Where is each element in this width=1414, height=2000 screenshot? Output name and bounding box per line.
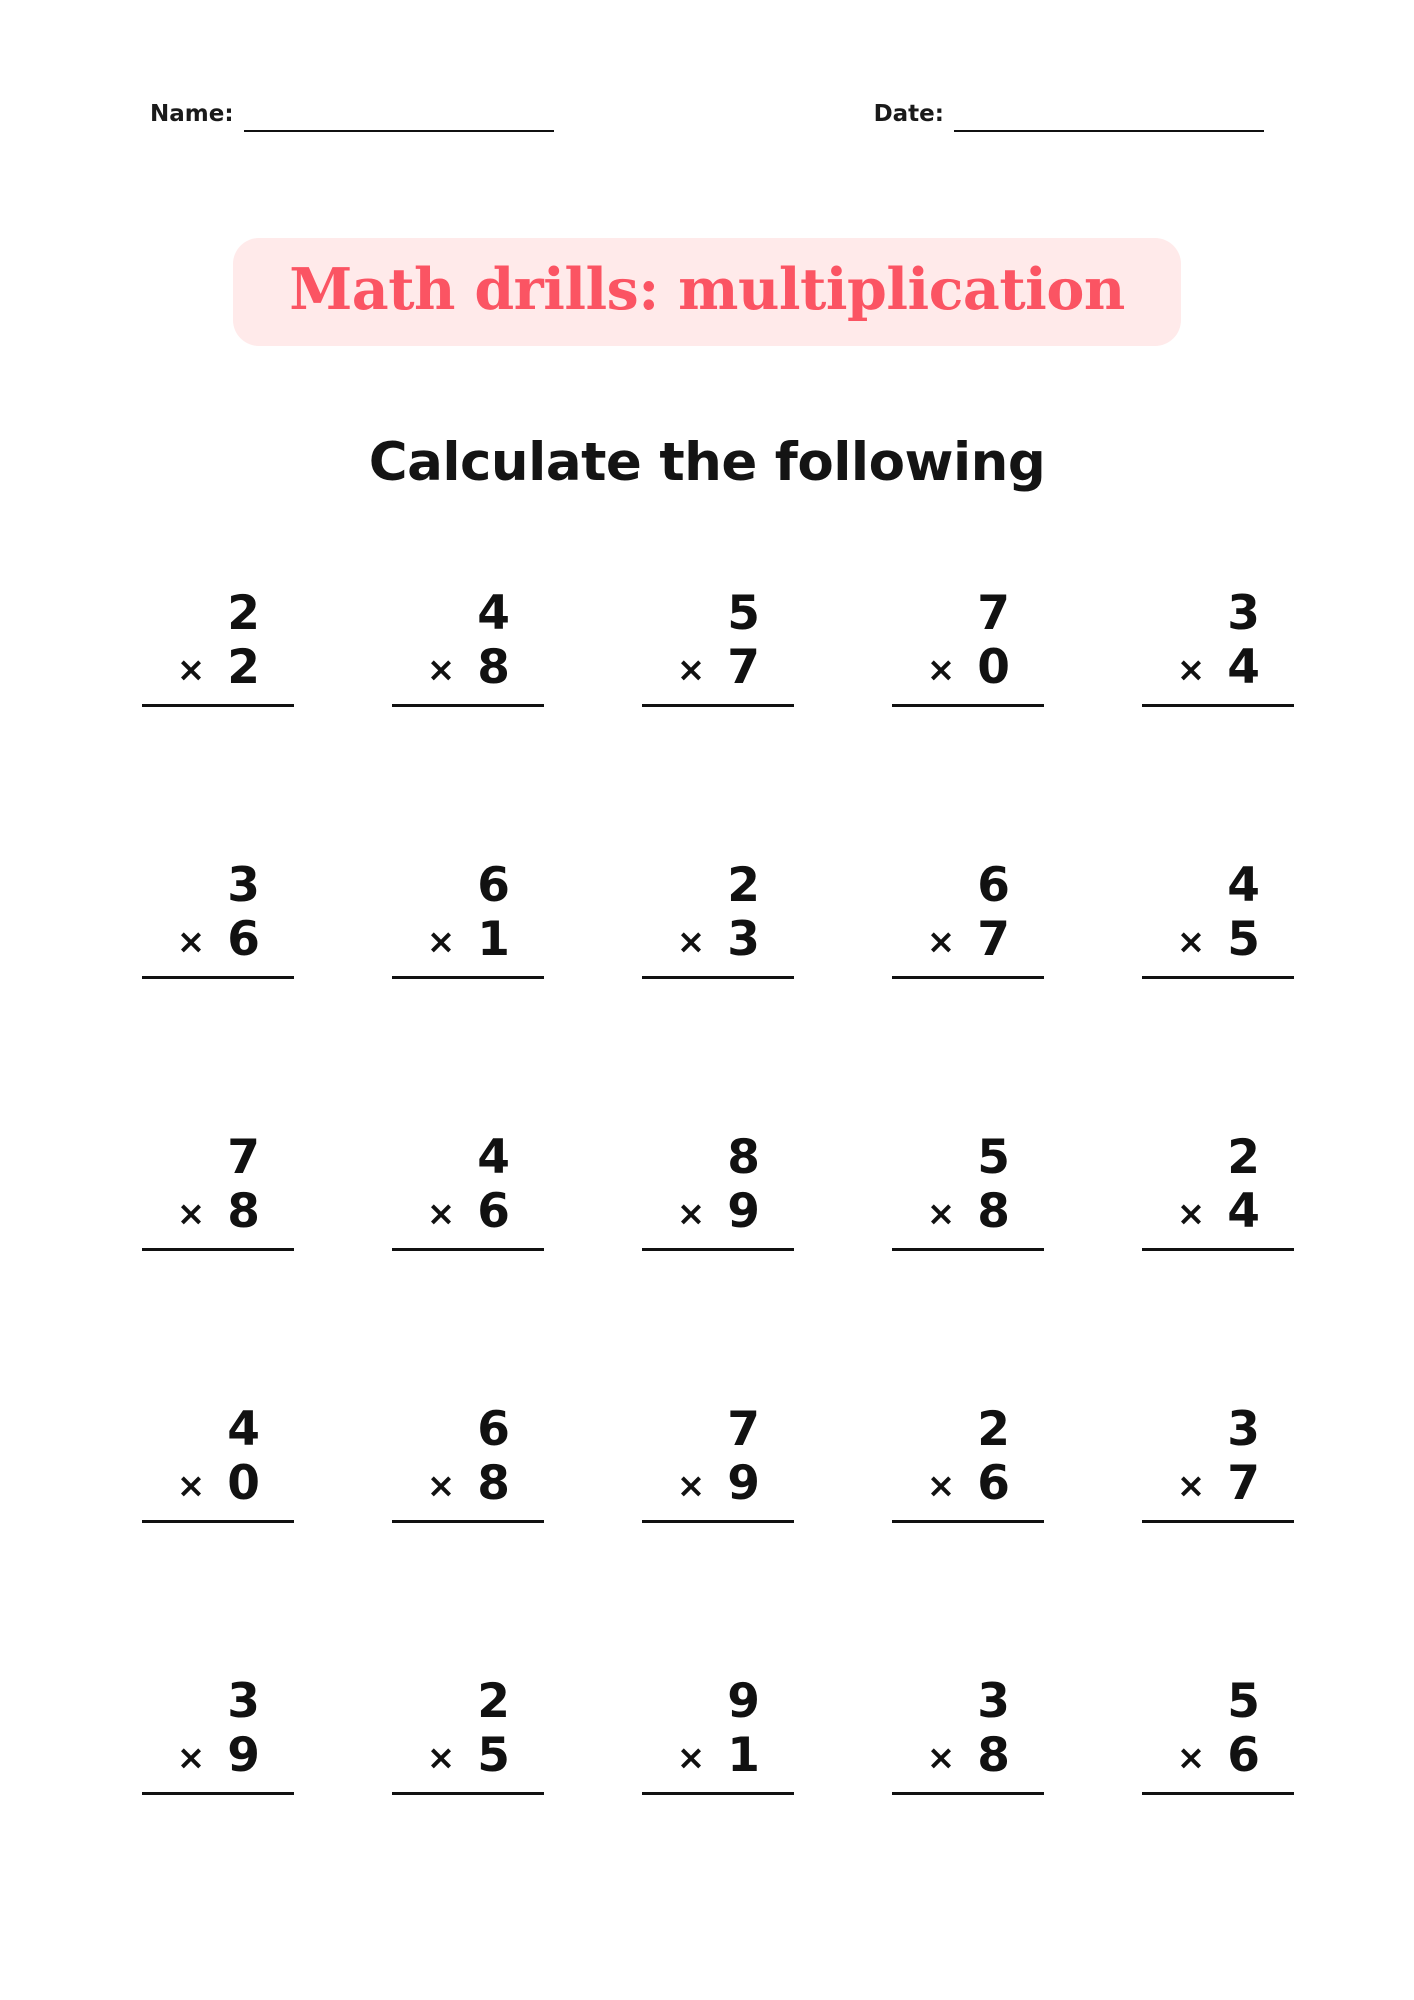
- answer-line[interactable]: [1142, 976, 1294, 979]
- multiply-operator-icon: ×: [176, 1738, 206, 1779]
- multiplication-problem: [612, 570, 802, 842]
- problem-multiplier: 8: [227, 1184, 260, 1240]
- problem-multiplicand-row: [612, 856, 802, 916]
- problem-multiplicand-row: [112, 584, 302, 644]
- problem-multiplicand: 2: [977, 1402, 1010, 1457]
- multiply-operator-icon: ×: [676, 1194, 706, 1235]
- problem-multiplier-row: [612, 910, 802, 970]
- name-field-group: [150, 100, 554, 132]
- multiplication-problem: [362, 1114, 552, 1386]
- problem-multiplicand-row: [362, 856, 552, 916]
- problem-multiplier-row: [1112, 638, 1302, 698]
- multiplication-problem: [112, 842, 302, 1114]
- multiply-operator-icon: ×: [926, 922, 956, 963]
- problem-multiplicand-row: [862, 1672, 1052, 1732]
- answer-line[interactable]: [642, 1792, 794, 1795]
- answer-line[interactable]: [142, 976, 294, 979]
- multiply-operator-icon: ×: [926, 1466, 956, 1507]
- problem-multiplier-row: [362, 1182, 552, 1242]
- problem-multiplier-row: [1112, 1726, 1302, 1786]
- multiplication-problem: [1112, 842, 1302, 1114]
- problem-multiplicand: 4: [1227, 858, 1260, 913]
- date-label: Date:: [873, 101, 944, 127]
- instruction-text: Calculate the following: [368, 432, 1046, 493]
- problem-multiplier: 9: [227, 1728, 260, 1784]
- date-input-line[interactable]: [954, 100, 1264, 132]
- problem-multiplicand: 6: [477, 858, 510, 913]
- problem-multiplicand: 2: [727, 858, 760, 913]
- problem-multiplicand-row: [362, 1128, 552, 1188]
- problem-multiplier-row: [612, 1182, 802, 1242]
- problem-multiplier: 5: [477, 1728, 510, 1784]
- problem-multiplicand: 7: [227, 1130, 260, 1185]
- answer-line[interactable]: [1142, 1248, 1294, 1251]
- problem-multiplicand: 8: [727, 1130, 760, 1185]
- multiply-operator-icon: ×: [926, 650, 956, 691]
- answer-line[interactable]: [642, 976, 794, 979]
- problem-multiplicand: 5: [727, 586, 760, 641]
- problem-multiplicand: 3: [1227, 586, 1260, 641]
- problem-multiplicand: 3: [977, 1674, 1010, 1729]
- multiplication-problem: [112, 570, 302, 842]
- problem-multiplicand-row: [362, 584, 552, 644]
- problem-multiplier-row: [362, 1726, 552, 1786]
- problem-multiplier-row: [1112, 1454, 1302, 1514]
- problem-multiplier-row: [112, 1182, 302, 1242]
- problem-multiplier-row: [362, 638, 552, 698]
- problem-multiplier: 8: [477, 640, 510, 696]
- problem-multiplier-row: [362, 910, 552, 970]
- problem-multiplicand: 5: [1227, 1674, 1260, 1729]
- problem-multiplicand: 7: [727, 1402, 760, 1457]
- multiplication-problem: [362, 842, 552, 1114]
- multiplication-problem: [862, 1658, 1052, 1930]
- name-label: Name:: [150, 101, 234, 127]
- multiplication-problem: [862, 570, 1052, 842]
- student-info-row: [0, 100, 1414, 132]
- problem-multiplier: 1: [477, 912, 510, 968]
- problem-multiplier: 6: [1227, 1728, 1260, 1784]
- problem-multiplicand: 2: [477, 1674, 510, 1729]
- problem-multiplicand: 3: [227, 1674, 260, 1729]
- multiply-operator-icon: ×: [176, 650, 206, 691]
- problem-multiplicand: 2: [1227, 1130, 1260, 1185]
- problem-multiplier: 6: [227, 912, 260, 968]
- multiplication-problem: [362, 570, 552, 842]
- instruction-heading: [0, 432, 1414, 493]
- problem-multiplier-row: [862, 638, 1052, 698]
- problem-multiplier-row: [862, 1726, 1052, 1786]
- name-input-line[interactable]: [244, 100, 554, 132]
- problem-multiplier-row: [862, 1454, 1052, 1514]
- answer-line[interactable]: [892, 1248, 1044, 1251]
- problem-multiplier: 3: [727, 912, 760, 968]
- problem-multiplier: 7: [977, 912, 1010, 968]
- answer-line[interactable]: [1142, 1520, 1294, 1523]
- multiplication-problem: [862, 1386, 1052, 1658]
- multiply-operator-icon: ×: [1176, 922, 1206, 963]
- multiply-operator-icon: ×: [176, 922, 206, 963]
- answer-line[interactable]: [892, 1792, 1044, 1795]
- problem-multiplier: 8: [477, 1456, 510, 1512]
- problem-multiplicand-row: [1112, 856, 1302, 916]
- problem-multiplier-row: [112, 1726, 302, 1786]
- problem-multiplier: 0: [977, 640, 1010, 696]
- problem-multiplicand-row: [362, 1400, 552, 1460]
- problem-multiplier-row: [362, 1454, 552, 1514]
- answer-line[interactable]: [392, 1520, 544, 1523]
- problem-multiplier: 0: [227, 1456, 260, 1512]
- multiplication-problem: [612, 1386, 802, 1658]
- multiply-operator-icon: ×: [1176, 1738, 1206, 1779]
- multiplication-problem: [1112, 1114, 1302, 1386]
- answer-line[interactable]: [1142, 704, 1294, 707]
- date-field-group: [874, 100, 1264, 132]
- multiply-operator-icon: ×: [1176, 1194, 1206, 1235]
- answer-line[interactable]: [892, 976, 1044, 979]
- multiplication-problem: [862, 842, 1052, 1114]
- answer-line[interactable]: [642, 704, 794, 707]
- title-banner: [0, 238, 1414, 346]
- multiply-operator-icon: ×: [426, 650, 456, 691]
- answer-line[interactable]: [142, 704, 294, 707]
- problem-multiplicand-row: [112, 1672, 302, 1732]
- problem-multiplier: 7: [1227, 1456, 1260, 1512]
- problem-multiplier: 8: [977, 1728, 1010, 1784]
- multiply-operator-icon: ×: [676, 1466, 706, 1507]
- multiplication-problem: [1112, 570, 1302, 842]
- multiplication-problem: [612, 1114, 802, 1386]
- answer-line[interactable]: [392, 976, 544, 979]
- problem-multiplier-row: [1112, 910, 1302, 970]
- problem-multiplicand: 3: [1227, 1402, 1260, 1457]
- multiplication-problem: [862, 1114, 1052, 1386]
- multiply-operator-icon: ×: [676, 1738, 706, 1779]
- multiplication-problem: [112, 1658, 302, 1930]
- problem-multiplicand-row: [862, 1400, 1052, 1460]
- problem-multiplicand-row: [862, 584, 1052, 644]
- problem-multiplicand-row: [1112, 584, 1302, 644]
- problem-multiplier-row: [112, 638, 302, 698]
- problem-multiplicand: 7: [977, 586, 1010, 641]
- answer-line[interactable]: [642, 1248, 794, 1251]
- problem-multiplier: 4: [1227, 1184, 1260, 1240]
- multiplication-problem: [112, 1386, 302, 1658]
- multiplication-problem: [362, 1386, 552, 1658]
- problem-multiplicand: 5: [977, 1130, 1010, 1185]
- problem-multiplicand: 9: [727, 1674, 760, 1729]
- problem-multiplier-row: [862, 1182, 1052, 1242]
- problem-multiplicand-row: [1112, 1400, 1302, 1460]
- problem-multiplier: 1: [727, 1728, 760, 1784]
- multiplication-problem: [112, 1114, 302, 1386]
- problem-multiplicand-row: [112, 856, 302, 916]
- answer-line[interactable]: [392, 1248, 544, 1251]
- problem-multiplicand: 6: [477, 1402, 510, 1457]
- multiply-operator-icon: ×: [426, 1466, 456, 1507]
- answer-line[interactable]: [392, 1792, 544, 1795]
- multiply-operator-icon: ×: [926, 1738, 956, 1779]
- answer-line[interactable]: [642, 1520, 794, 1523]
- problem-multiplicand-row: [1112, 1128, 1302, 1188]
- problem-multiplicand: 4: [227, 1402, 260, 1457]
- problem-multiplier: 6: [977, 1456, 1010, 1512]
- problem-multiplicand-row: [112, 1400, 302, 1460]
- multiply-operator-icon: ×: [926, 1194, 956, 1235]
- title-pill: [233, 238, 1181, 346]
- problem-multiplier-row: [112, 910, 302, 970]
- answer-line[interactable]: [892, 704, 1044, 707]
- multiply-operator-icon: ×: [1176, 1466, 1206, 1507]
- problem-multiplicand: 4: [477, 586, 510, 641]
- problem-multiplier: 9: [727, 1184, 760, 1240]
- problem-multiplicand-row: [862, 1128, 1052, 1188]
- answer-line[interactable]: [392, 704, 544, 707]
- problem-multiplier: 7: [727, 640, 760, 696]
- problem-multiplicand-row: [1112, 1672, 1302, 1732]
- problem-multiplicand: 3: [227, 858, 260, 913]
- problem-multiplier-row: [612, 638, 802, 698]
- problem-multiplicand-row: [612, 1672, 802, 1732]
- multiplication-problem: [362, 1658, 552, 1930]
- problem-multiplicand-row: [612, 584, 802, 644]
- problem-multiplicand: 2: [227, 586, 260, 641]
- multiply-operator-icon: ×: [176, 1466, 206, 1507]
- problem-multiplier: 2: [227, 640, 260, 696]
- problem-multiplier: 5: [1227, 912, 1260, 968]
- answer-line[interactable]: [142, 1792, 294, 1795]
- problem-multiplicand-row: [862, 856, 1052, 916]
- multiplication-problem: [1112, 1386, 1302, 1658]
- answer-line[interactable]: [1142, 1792, 1294, 1795]
- multiply-operator-icon: ×: [676, 922, 706, 963]
- problem-multiplicand-row: [612, 1128, 802, 1188]
- page-title: Math drills: multiplication: [289, 256, 1125, 323]
- multiply-operator-icon: ×: [176, 1194, 206, 1235]
- problem-multiplier-row: [612, 1454, 802, 1514]
- problem-multiplicand: 4: [477, 1130, 510, 1185]
- problem-multiplier: 4: [1227, 640, 1260, 696]
- multiply-operator-icon: ×: [426, 1194, 456, 1235]
- problem-multiplier: 6: [477, 1184, 510, 1240]
- answer-line[interactable]: [892, 1520, 1044, 1523]
- problem-multiplicand-row: [362, 1672, 552, 1732]
- multiply-operator-icon: ×: [426, 1738, 456, 1779]
- problem-multiplier: 9: [727, 1456, 760, 1512]
- problem-multiplier-row: [862, 910, 1052, 970]
- problem-multiplier-row: [612, 1726, 802, 1786]
- problem-multiplicand-row: [612, 1400, 802, 1460]
- answer-line[interactable]: [142, 1248, 294, 1251]
- problem-multiplier-row: [112, 1454, 302, 1514]
- multiply-operator-icon: ×: [676, 650, 706, 691]
- problem-multiplicand-row: [112, 1128, 302, 1188]
- multiplication-problem: [612, 842, 802, 1114]
- problem-multiplicand: 6: [977, 858, 1010, 913]
- multiply-operator-icon: ×: [1176, 650, 1206, 691]
- problem-grid: [82, 570, 1332, 1930]
- answer-line[interactable]: [142, 1520, 294, 1523]
- multiplication-problem: [612, 1658, 802, 1930]
- problem-multiplier-row: [1112, 1182, 1302, 1242]
- multiply-operator-icon: ×: [426, 922, 456, 963]
- problem-multiplier: 8: [977, 1184, 1010, 1240]
- multiplication-problem: [1112, 1658, 1302, 1930]
